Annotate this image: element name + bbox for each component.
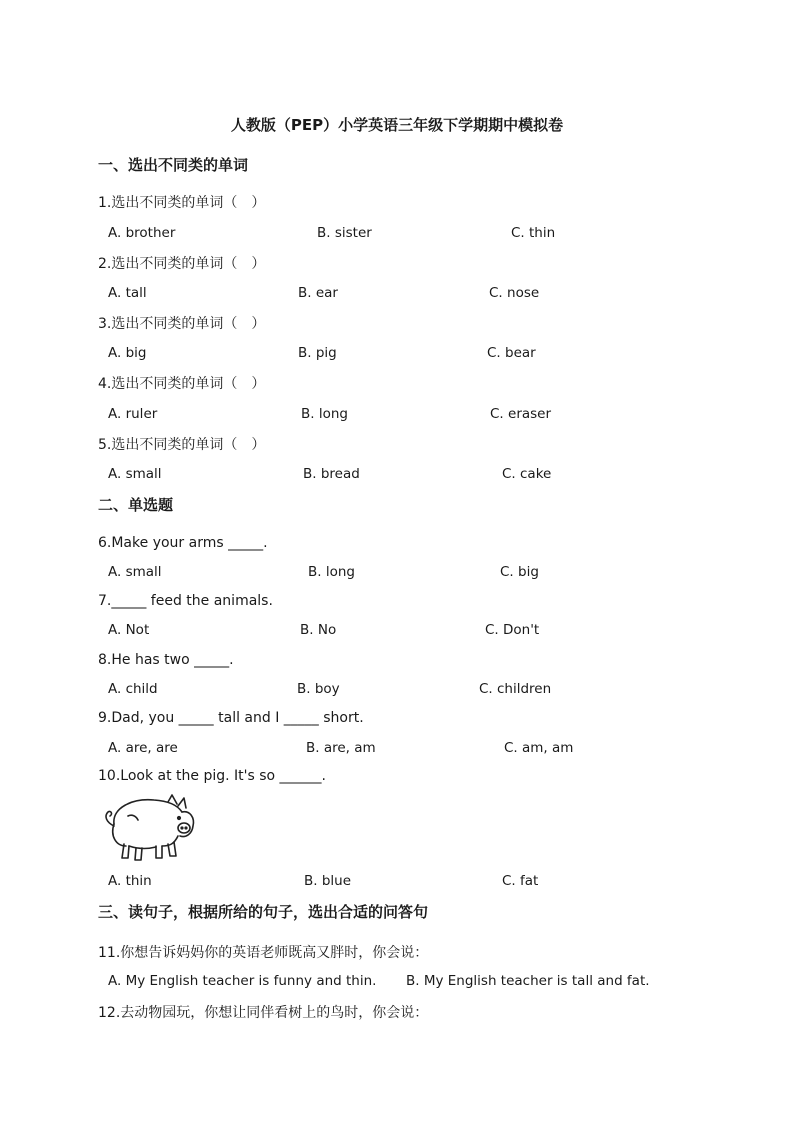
question-3: 3.选出不同类的单词（ ） (98, 316, 266, 332)
option-10a: A. thin (108, 873, 152, 889)
option-6b: B. long (308, 564, 355, 580)
option-5c: C. cake (502, 466, 552, 482)
option-1b: B. sister (317, 225, 372, 241)
option-7c: C. Don't (485, 622, 540, 638)
option-9a: A. are, are (108, 740, 178, 756)
option-2a: A. tall (108, 285, 147, 301)
question-12: 12.去动物园玩，你想让同伴看树上的鸟时，你会说： (98, 1005, 429, 1021)
option-9c: C. am, am (504, 740, 574, 756)
question-10: 10.Look at the pig. It's so ______. (98, 768, 326, 784)
question-11: 11.你想告诉妈妈你的英语老师既高又胖时，你会说： (98, 945, 429, 961)
question-1: 1.选出不同类的单词（ ） (98, 195, 266, 211)
option-1c: C. thin (511, 225, 556, 241)
option-2c: C. nose (489, 285, 540, 301)
option-11b: B. My English teacher is tall and fat. (406, 973, 650, 989)
section-heading-1: 一、选出不同类的单词 (98, 156, 249, 174)
option-6c: C. big (500, 564, 539, 580)
section-heading-3: 三、读句子，根据所给的句子，选出合适的问答句 (98, 903, 429, 921)
option-6a: A. small (108, 564, 162, 580)
option-3b: B. pig (298, 345, 337, 361)
option-5a: A. small (108, 466, 162, 482)
option-2b: B. ear (298, 285, 338, 301)
option-4c: C. eraser (490, 406, 552, 422)
option-8b: B. boy (297, 681, 340, 697)
option-10b: B. blue (304, 873, 352, 889)
question-8: 8.He has two _____. (98, 652, 234, 668)
option-11a: A. My English teacher is funny and thin. (108, 973, 377, 989)
question-4: 4.选出不同类的单词（ ） (98, 376, 266, 392)
option-10c: C. fat (502, 873, 539, 889)
question-7: 7._____ feed the animals. (98, 593, 273, 609)
option-7b: B. No (300, 622, 337, 638)
option-3a: A. big (108, 345, 147, 361)
question-5: 5.选出不同类的单词（ ） (98, 437, 266, 453)
option-9b: B. are, am (306, 740, 376, 756)
option-8a: A. child (108, 681, 158, 697)
option-8c: C. children (479, 681, 552, 697)
section-heading-2: 二、单选题 (98, 496, 174, 514)
option-3c: C. bear (487, 345, 536, 361)
page-title: 人教版（PEP）小学英语三年级下学期期中模拟卷 (230, 116, 564, 134)
option-4a: A. ruler (108, 406, 158, 422)
option-4b: B. long (301, 406, 348, 422)
question-9: 9.Dad, you _____ tall and I _____ short. (98, 710, 364, 726)
question-2: 2.选出不同类的单词（ ） (98, 256, 266, 272)
option-7a: A. Not (108, 622, 150, 638)
pig-illustration (98, 794, 198, 862)
option-5b: B. bread (303, 466, 360, 482)
question-6: 6.Make your arms _____. (98, 535, 268, 551)
option-1a: A. brother (108, 225, 176, 241)
